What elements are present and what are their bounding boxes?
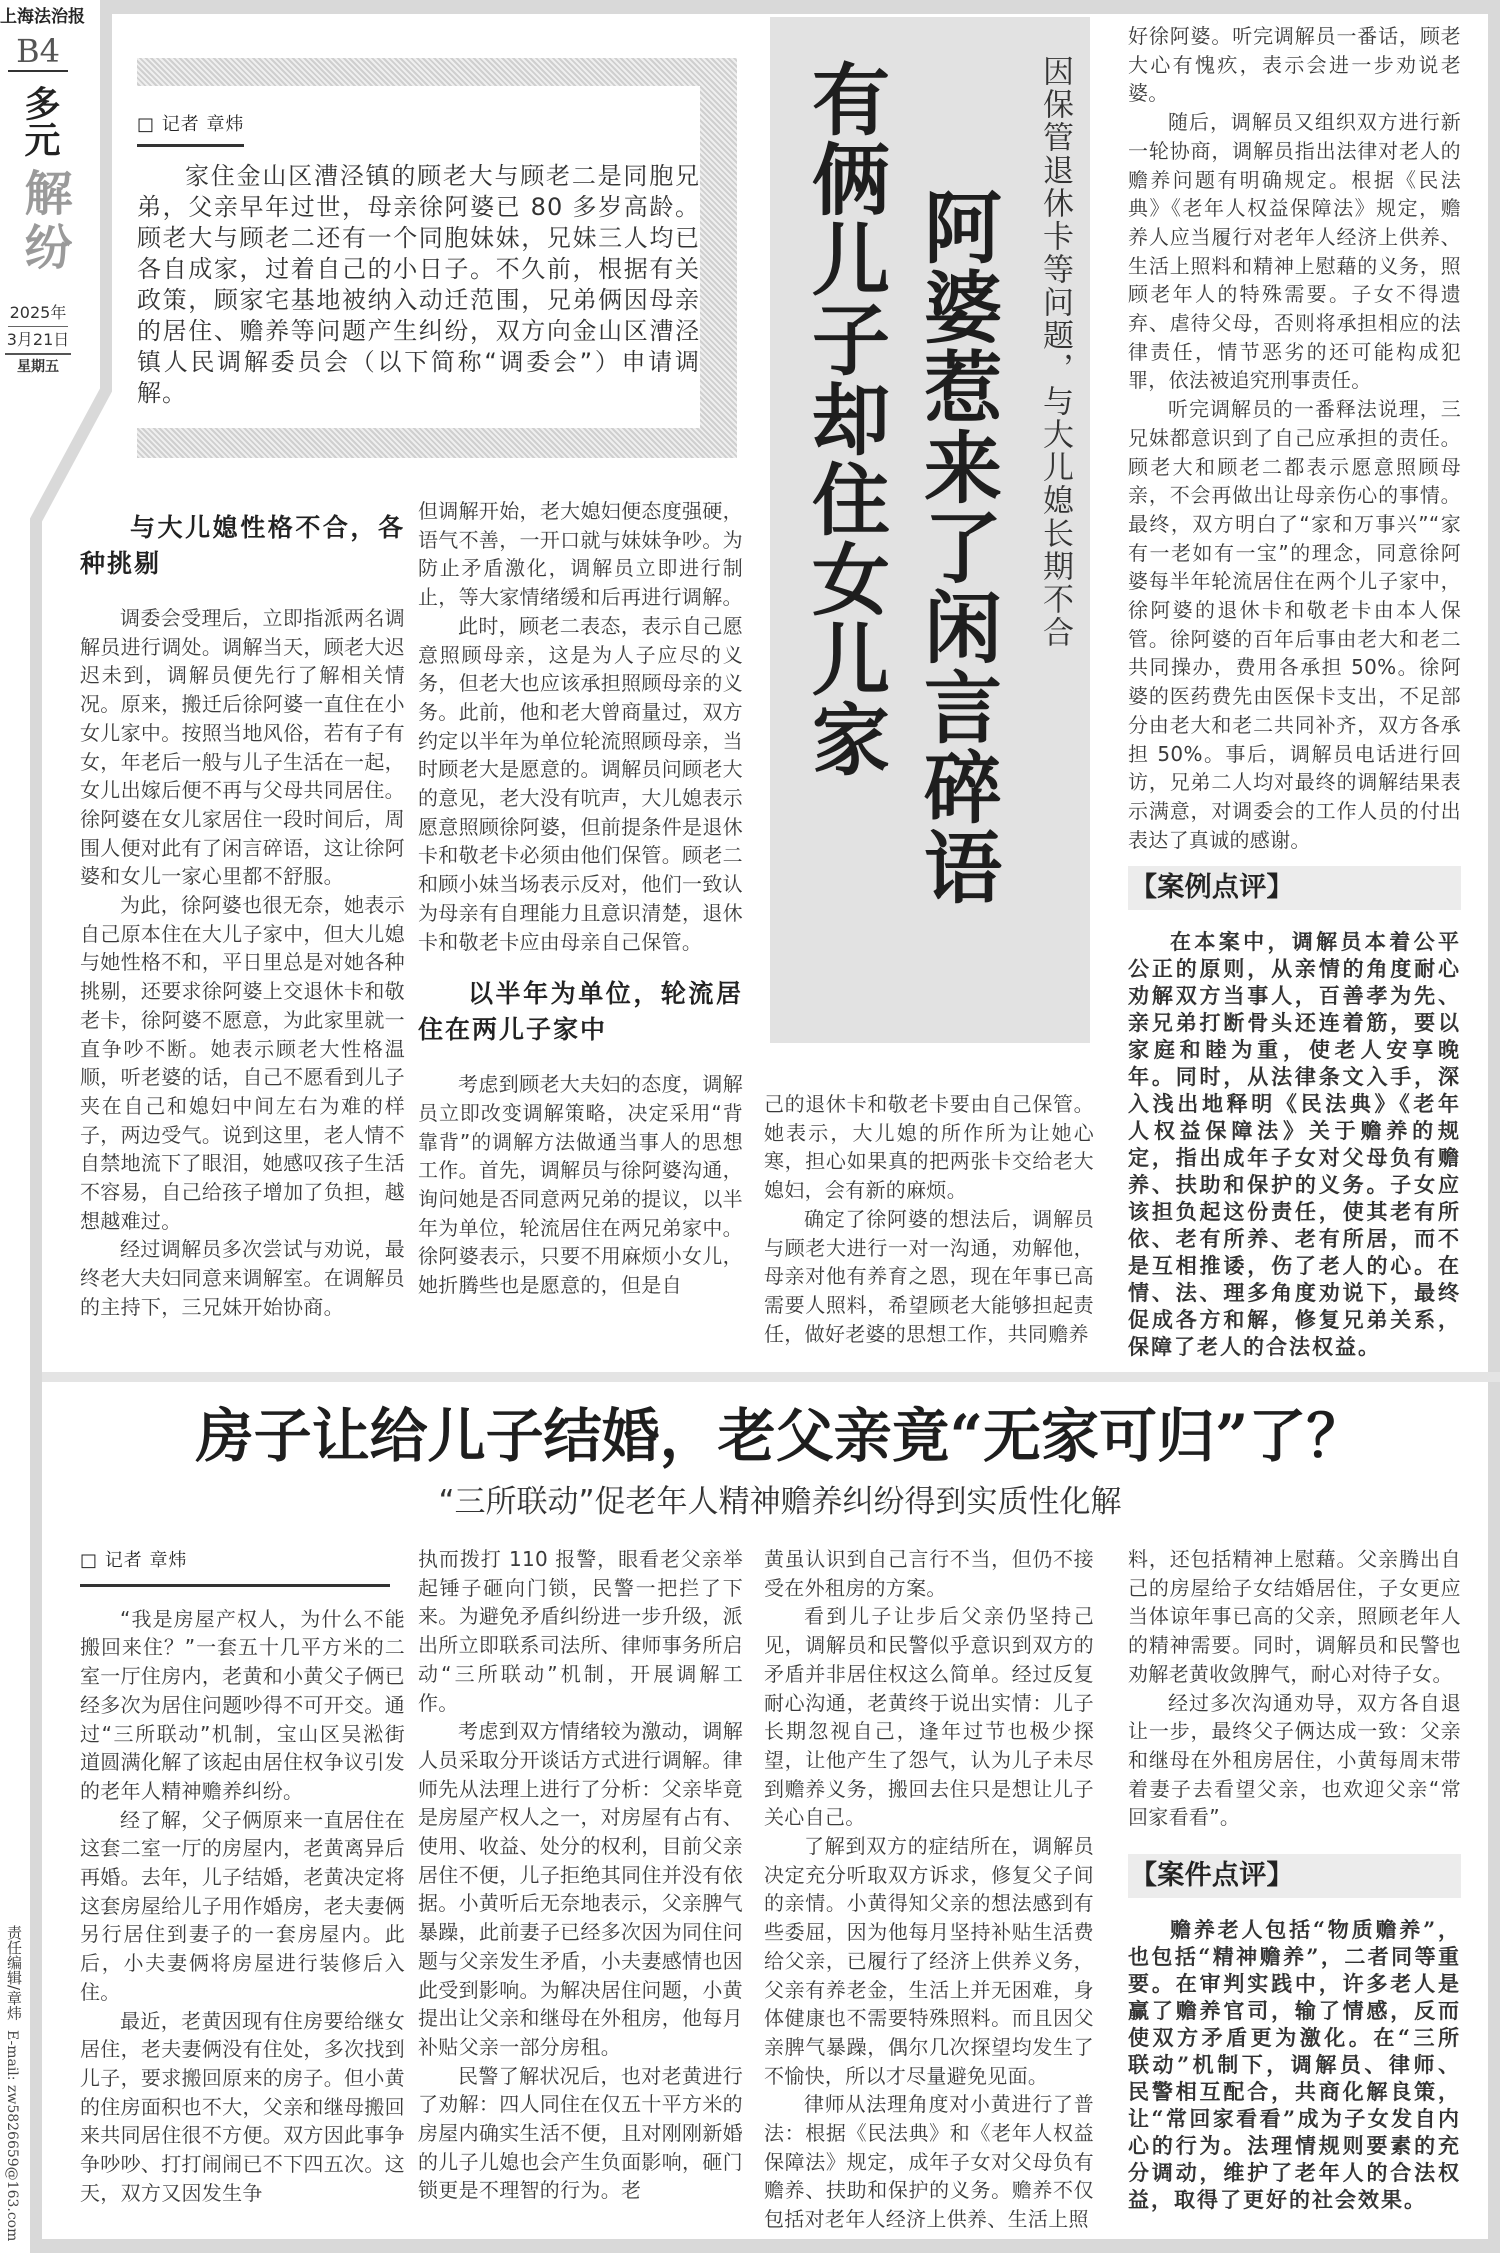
frame-bottom (30, 2239, 1500, 2253)
article2-subtitle: “三所联动”促老年人精神赡养纠纷得到实质性化解 (438, 1484, 1122, 1520)
paragraph: 黄虽认识到自己言行不当，但仍不接受在外租房的方案。 (764, 1547, 1094, 1600)
section-name-2: 解纷 (16, 168, 72, 276)
issue-weekday: 星期五 (17, 359, 59, 375)
paragraph: 但调解开始，老大媳妇便态度强硬，语气不善，一开口就与妹妹争吵。为防止矛盾激化，调解员立即进行制止，等大家情绪缓和后再进行调解。 (418, 499, 743, 610)
paragraph: 此时，顾老二表态，表示自己愿意照顾母亲，这是为人子应尽的义务，但老大也应该承担照顾母亲的义务。此前，他和老大曾商量过，双方约定以半年为单位轮流照顾母亲，当时顾老大是愿意的。调解员问顾老大的意见，老大没有吭声，大儿媳表示愿意照顾徐阿婆，但前提条件是退休卡和敬老卡必须由他们保管。顾老二和顾小妹当场表示反对，他们一致认为母亲有自理能力且意识清楚，退休卡和敬老卡应由母亲自己保管。 (418, 613, 743, 954)
paragraph: 随后，调解员又组织双方进行新一轮协商，调解员指出法律对老人的赡养问题有明确规定。根据《民法典》《老年人权益保障法》规定，赡养人应当履行对老年人经济上供养、生活上照料和精神上慰藉的义务，照顾老年人的特殊需要。子女不得遗弃、虐待父母，否则将承担相应的法律责任，情节恶劣的还可能构成犯罪，依法被追究刑事责任。 (1128, 110, 1461, 393)
paragraph: 考虑到顾老大夫妇的态度，调解员立即改变调解策略，决定采用“背靠背”的调解方法做通当事人的思想工作。首先，调解员与徐阿婆沟通，询问她是否同意两兄弟的提议，以半年为单位，轮流居住在两兄弟家中。徐阿婆表示，只要不用麻烦小女儿，她折腾些也是愿意的，但是自 (418, 1072, 743, 1298)
paragraph: “我是房屋产权人，为什么不能搬回来住？”一套五十几平方米的二室一厅住房内，老黄和小黄父子俩已经多次为居住问题吵得不可开交。通过“三所联动”机制，宝山区吴淞街道圆满化解了该起由居住权争议引发的老年人精神赡养纠纷。 (80, 1606, 405, 1803)
headline-box (770, 17, 1090, 1043)
article1-column-3 (764, 1090, 1094, 1348)
paragraph: 好徐阿婆。听完调解员一番话，顾老大心有愧疚，表示会进一步劝说老婆。 (1128, 24, 1461, 106)
lead-paragraph: 家住金山区漕泾镇的顾老大与顾老二是同胞兄弟，父亲早年过世，母亲徐阿婆已 80 多岁高龄。顾老大与顾老二还有一个同胞妹妹，兄妹三人均已各自成家，过着自己的小日子。不久前，根据有关政策，顾家宅基地被纳入动迁范围，兄弟俩因母亲的居住、赡养等问题产生纠纷，双方向金山区漕泾镇人民调解委员会（以下简称“调委会”）申请调解。 (137, 162, 700, 407)
paragraph: 听完调解员的一番释法说理，三兄妹都意识到了自己应承担的责任。顾老大和顾老二都表示愿意照顾母亲，不会再做出让母亲伤心的事情。最终，双方明白了“家和万事兴”“家有一老如有一宝”的理念，同意徐阿婆每半年轮流居住在两个儿子家中，徐阿婆的退休卡和敬老卡由本人保管。徐阿婆的百年后事由老大和老二共同操办，费用各承担 50%。徐阿婆的医药费先由医保卡支出，不足部分由老大和老二共同补齐，双方各承担 50%。事后，调解员电话进行回访，兄弟二人均对最终的调解结果表示满意，对调委会的工作人员的付出表达了真诚的感谢。 (1128, 397, 1461, 852)
page-number: B4 (8, 32, 68, 72)
case-review (1128, 1916, 1461, 2213)
article2-column-3 (764, 1545, 1094, 2234)
paragraph: 料，还包括精神上慰藉。父亲腾出自己的房屋给子女结婚居住，子女更应当体谅年事已高的父亲，照顾老年人的精神需要。同时，调解员和民警也劝解老黄收敛脾气，耐心对待子女。 (1128, 1547, 1461, 1686)
paper-logo: 上海法治报 (0, 7, 85, 27)
review-paragraph: 在本案中，调解员本着公平公正的原则，从亲情的角度耐心劝解双方当事人，百善孝为先、亲兄弟打断骨头还连着筋，要以家庭和睦为重，使老人安享晚年。同时，从法律条文入手，深入浅出地释明《民法典》《老年人权益保障法》关于赡养的规定，指出成年子女对父母负有赡养、扶助和保护的义务。子女应该担负起这份责任，使其老有所依、老有所养、老有所居，而不是互相推诿，伤了老人的心。在情、法、理多角度劝说下，最终促成各方和解，修复兄弟关系，保障了老人的合法权益。 (1128, 929, 1461, 1360)
paragraph: 经过多次沟通劝导，双方各自退让一步，最终父子俩达成一致：父亲和继母在外租房居住，小黄每周末带着妻子去看望父亲，也欢迎父亲“常回家看看”。 (1128, 1690, 1461, 1830)
byline: □ 记者 章炜 (137, 110, 244, 147)
paragraph: 经了解，父子俩原来一直居住在这套二室一厅的房屋内，老黄离异后再婚。去年，儿子结婚，老黄决定将这套房屋给儿子用作婚房，老夫妻俩另行居住到妻子的一套房屋内。此后，小夫妻俩将房屋进行装修后入住。 (80, 1807, 405, 2004)
article1-column-4 (1128, 22, 1461, 1360)
frame-right (1488, 0, 1500, 2253)
article-title-line1: 有俩儿子却住女儿家 (799, 59, 890, 779)
paragraph: 最近，老黄因现有住房要给继女居住，老夫妻俩没有住处，多次找到儿子，要求搬回原来的房子。但小黄的住房面积也不大，父亲和继母搬回来共同居住很不方便。双方因此事争争吵吵、打打闹闹已不下四五次。这天，双方又因发生争 (80, 2008, 405, 2205)
paragraph: 确定了徐阿婆的想法后，调解员与顾老大进行一对一沟通，劝解他，母亲对他有养育之恩，现在年事已高需要人照料，希望顾老大能够担起责任，做好老婆的思想工作，共同赡养 (764, 1206, 1094, 1346)
paragraph: 看到儿子让步后父亲仍坚持己见，调解员和民警似乎意识到双方的矛盾并非居住权这么简单。经过反复耐心沟通，老黄终于说出实情：儿子长期忽视自己，逢年过节也极少探望，让他产生了怨气，认为儿子未尽到赡养义务，搬回去住只是想让儿子关心自己。 (764, 1604, 1094, 1830)
subheading: 以半年为单位，轮流居住在两儿子家中 (418, 979, 743, 1045)
article1-column-1 (80, 510, 405, 1322)
paragraph: 执而拨打 110 报警，眼看老父亲举起锤子砸向门锁，民警一把拦了下来。为避免矛盾纠纷进一步升级，派出所立即联系司法所、律师事务所启动“三所联动”机制，开展调解工作。 (418, 1547, 743, 1715)
article2-column-1 (80, 1545, 405, 2207)
article-title-line2: 阿婆惹来了闲言碎语 (911, 187, 1002, 907)
issue-year: 2025年 (8, 300, 68, 327)
case-review (1128, 928, 1461, 1360)
article1-column-2 (418, 497, 743, 1300)
frame-divider (30, 1372, 1500, 1382)
subheading: 与大儿媳性格不合，各种挑剔 (80, 513, 405, 578)
article-subtitle: 因保管退休卡等问题，与大儿媳长期不合 (1037, 55, 1073, 649)
article2-column-4 (1128, 1545, 1461, 2213)
editor-email: E-mail: zw5826659@163.com (4, 2030, 20, 2242)
paragraph: 民警了解状况后，也对老黄进行了劝解：四人同住在仅五十平方米的房屋内确实生活不便，且对刚刚新婚的儿子儿媳也会产生负面影响，砸门锁更是不理智的行为。老 (418, 2063, 743, 2203)
section-name: 多元 (19, 85, 60, 157)
byline: □ 记者 章炜 (80, 1547, 390, 1587)
paragraph: 己的退休卡和敬老卡要由自己保管。她表示，大儿媳的所作所为让她心寒，担心如果真的把两张卡交给老大媳妇，会有新的麻烦。 (764, 1092, 1094, 1203)
paragraph: 为此，徐阿婆也很无奈，她表示自己原本住在大儿子家中，但大儿媳与她性格不和，平日里总是对她各种挑剔，还要求徐阿婆上交退休卡和敬老卡，徐阿婆不愿意，为此家里就一直争吵不断。她表示顾老大性格温顺，听老婆的话，自己不愿看到儿子夹在自己和媳妇中间左右为难的样子，两边受气。说到这里，老人情不自禁地流下了眼泪，她感叹孩子生活不容易，自己给孩子增加了负担，越想越难过。 (80, 893, 405, 1233)
paragraph: 了解到双方的症结所在，调解员决定充分听取双方诉求，修复父子间的亲情。小黄得知父亲的想法感到有些委屈，因为他每月坚持补贴生活费给父亲，已履行了经济上供养义务，父亲有养老金，生活上并无困难，身体健康也不需要特殊照料。而且因父亲脾气暴躁，偶尔几次探望均发生了不愉快，所以才尽量避免见面。 (764, 1834, 1094, 2088)
frame-top (100, 0, 1500, 14)
article2-title: 房子让给儿子结婚，老父亲竟“无家可归”了？ (195, 1402, 1365, 1470)
review-label: 【案件点评】 (1128, 1854, 1461, 1898)
article2-column-2 (418, 1545, 743, 2205)
paragraph: 律师从法理角度对小黄进行了普法：根据《民法典》和《老年人权益保障法》规定，成年子女对父母负有赡养、扶助和保护的义务。赡养不仅包括对老年人经济上供养、生活上照 (764, 2092, 1094, 2232)
review-paragraph: 赡养老人包括“物质赡养”，也包括“精神赡养”，二者同等重要。在审判实践中，许多老人是赢了赡养官司，输了情感，反而使双方矛盾更为激化。在“三所联动”机制下，调解员、律师、民警相互配合，共商化解良策，让“常回家看看”成为子女发自内心的行为。法理情规则要素的充分调动，维护了老年人的合法权益，取得了更好的社会效果。 (1128, 1917, 1461, 2213)
issue-date: 3月21日 (5, 327, 71, 355)
paragraph: 调委会受理后，立即指派两名调解员进行调处。调解当天，顾老大迟迟未到，调解员便先行了解相关情况。原来，搬迁后徐阿婆一直住在小女儿家中。按照当地风俗，若有子有女，年老后一般与儿子生活在一起，女儿出嫁后便不再与父母共同居住。徐阿婆在女儿家居住一段时间后，周围人便对此有了闲言碎语，这让徐阿婆和女儿一家心里都不舒服。 (80, 606, 405, 889)
review-label: 【案例点评】 (1128, 866, 1461, 910)
paragraph: 考虑到双方情绪较为激动，调解人员采取分开谈话方式进行调解。律师先从法理上进行了分析：父亲毕竟是房屋产权人之一，对房屋有占有、使用、收益、处分的权利，目前父亲居住不便，儿子拒绝其同住并没有依据。小黄听后无奈地表示，父亲脾气暴躁，此前妻子已经多次因为同住问题与父亲发生矛盾，小夫妻感情也因此受到影响。为解决居住问题，小黄提出让父亲和继母在外租房，他每月补贴父亲一部分房租。 (418, 1719, 743, 2059)
lead-box (137, 86, 700, 428)
paragraph: 经过调解员多次尝试与劝说，最终老大夫妇同意来调解室。在调解员的主持下，三兄妹开始协商。 (80, 1237, 405, 1319)
editor-credit: 责任编辑/章炜 (5, 1925, 23, 2021)
